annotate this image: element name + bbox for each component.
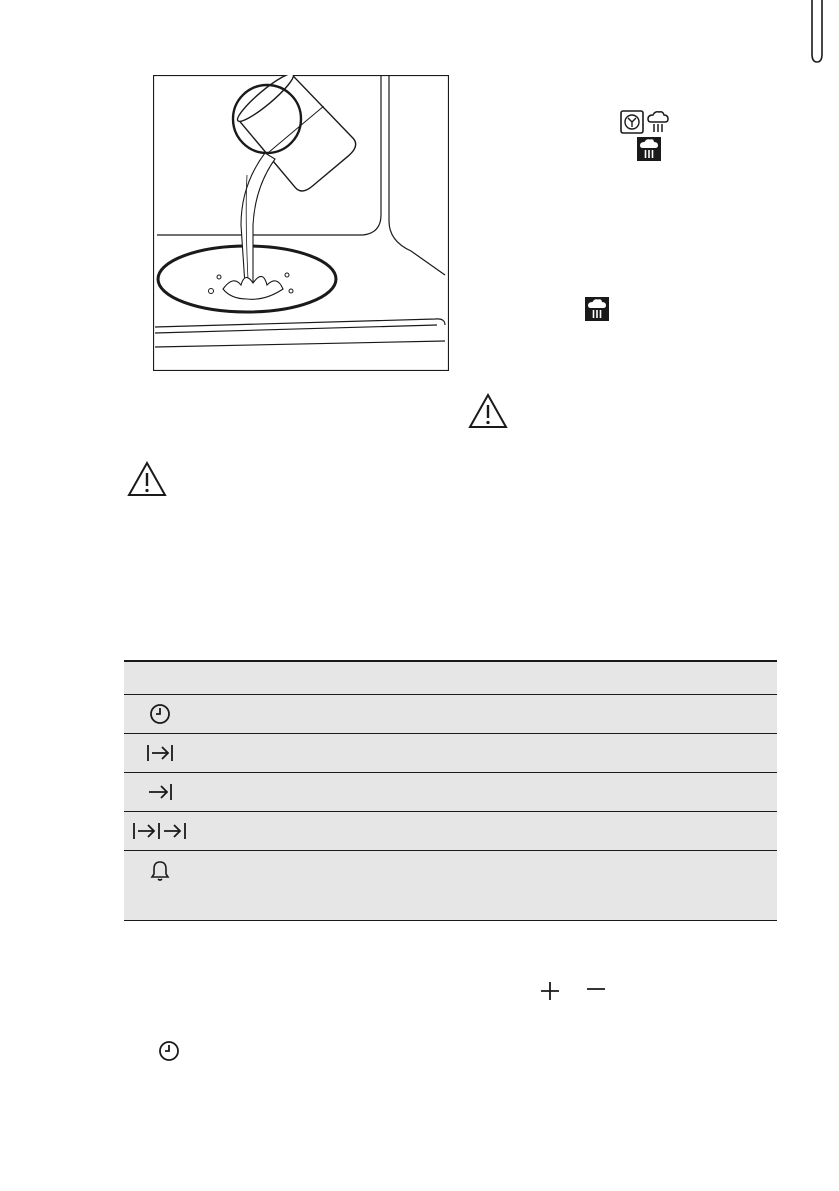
table-row-end [124,773,777,812]
end-icon [147,781,173,803]
table-row-minute-minder [124,851,777,921]
steam-icon-inverted-2 [585,297,609,326]
time-delay-icon [132,820,188,842]
minus-icon [585,980,607,1002]
table-cell-icon [124,812,196,850]
table-cell-icon [124,851,196,889]
duration-icon [146,742,174,764]
table-header [124,660,777,695]
warning-icon [468,393,508,429]
bell-icon [149,859,171,881]
steam-fan-icon-group [620,110,670,134]
steam-icon [637,137,661,161]
table-cell-icon [124,695,196,733]
warning-icon [127,461,167,497]
clock-icon [158,1040,180,1062]
fan-icon [620,110,644,134]
pouring-water-illustration [153,75,449,371]
clock-icon [149,703,171,725]
table-row-time-delay [124,812,777,851]
table-row-duration [124,734,777,773]
table-row-clock [124,695,777,734]
plus-icon [539,980,561,1002]
clock-functions-table [124,660,777,921]
table-cell-icon [124,734,196,772]
table-cell-icon [124,773,196,811]
steam-icon [585,297,609,321]
steam-icon-inverted [637,137,661,166]
cut-mark [810,0,824,64]
steam-icon [646,110,670,134]
